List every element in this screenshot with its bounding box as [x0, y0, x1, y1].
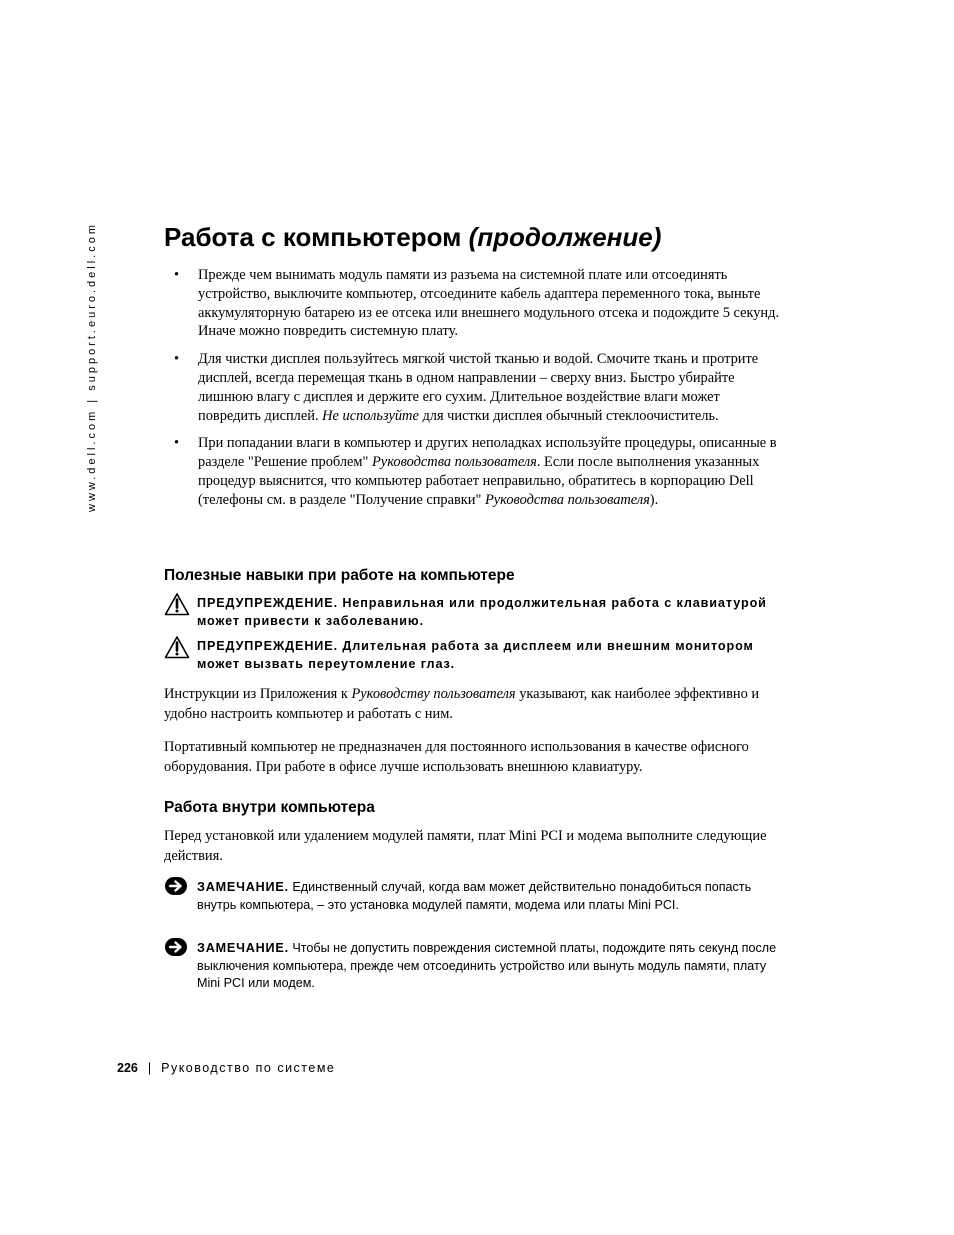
bullet-emphasis: Руководства пользователя: [372, 454, 537, 471]
page-footer: [117, 1061, 335, 1075]
page-number: 226: [117, 1061, 138, 1075]
notice-text: [197, 940, 777, 993]
title-main: Работа с компьютером: [164, 222, 469, 252]
bullet-emphasis: Не используйте: [322, 407, 419, 424]
paragraph-text: Инструкции из Приложения к: [164, 686, 352, 702]
notice-arrow-icon: [164, 937, 188, 957]
footer-separator: |: [147, 1061, 152, 1075]
section-heading-ergonomics: Полезные навыки при работе на компьютере: [164, 567, 515, 584]
notice-arrow-icon: [164, 876, 188, 896]
bullet-text: Прежде чем вынимать модуль памяти из разъема на системной плате или отсоединять устройство, выключите компьютер, отсоедините кабель адаптера переменного тока, выньте аккумуляторную батарею из ее отсека или внешнего модульного отсека и подождите 5 секунд. Иначе можно повредить системную плату.: [198, 267, 780, 340]
bullet-text: . Если после выполнения указанных процедур выяснится, что компьютер работает неправильно, обратитесь в корпорацию Dell (телефоны см. в разделе "Получение справки": [198, 454, 760, 508]
footer-title: Руководство по системе: [161, 1061, 336, 1075]
notice-label: ЗАМЕЧАНИЕ.: [197, 880, 289, 894]
bullet-text: При попадании влаги в компьютер и других неполадках используйте процедуры, описанные в разделе "Решение проблем": [198, 435, 777, 471]
sidebar-url: www.dell.com | support.euro.dell.com: [86, 222, 98, 512]
warning-text: ПРЕДУПРЕЖДЕНИЕ. Длительная работа за дисплеем или внешним монитором может вызвать переутомление глаз.: [197, 639, 754, 671]
notice-body: Единственный случай, когда вам может действительно понадобиться попасть внутрь компьютера, – это установка модулей памяти, модема или платы Mini PCI.: [197, 880, 752, 912]
paragraph-emphasis: Руководству пользователя: [351, 686, 516, 702]
paragraph-text: указывают, как наиболее эффективно и удобно настроить компьютер и работать с ним.: [164, 686, 760, 722]
bullet-item: [170, 350, 780, 425]
warning-triangle-icon: [164, 592, 190, 616]
notice-body: Чтобы не допустить повреждения системной платы, подождите пять секунд после выключения компьютера, прежде чем отсоединить устройство или вынуть модуль памяти, плату Mini PCI или модем.: [197, 941, 777, 990]
notice-label: ЗАМЕЧАНИЕ.: [197, 941, 289, 955]
page-title: [164, 222, 661, 253]
notice-text: [197, 879, 777, 914]
bullet-text: ).: [649, 491, 659, 508]
paragraph: Портативный компьютер не предназначен для постоянного использования в качестве офисного оборудования. При работе в офисе лучше использовать внешнюю клавиатуру.: [164, 739, 749, 775]
title-continued: (продолжение): [468, 222, 662, 252]
bullet-item: [170, 434, 780, 509]
warning-text: ПРЕДУПРЕЖДЕНИЕ. Неправильная или продолжительная работа с клавиатурой может привести к заболеванию.: [197, 596, 767, 628]
bullet-text: для чистки дисплея обычный стеклоочиститель.: [418, 407, 719, 424]
bullet-item: [170, 266, 780, 341]
paragraph: Перед установкой или удалением модулей памяти, плат Mini PCI и модема выполните следующие действия.: [164, 828, 767, 864]
bullet-emphasis: Руководства пользователя: [484, 491, 650, 508]
bullet-text: Для чистки дисплея пользуйтесь мягкой чистой тканью и водой. Смочите ткань и протрите дисплей, всегда перемещая ткань в одном направлении – сверху вниз. Быстро убирайте лишнюю влагу с дисплея и держите его сухим. Длительное воздействие влаги может повредить дисплей.: [198, 351, 759, 424]
warning-triangle-icon: [164, 635, 190, 659]
paragraph: [164, 684, 779, 724]
section-heading-inside: Работа внутри компьютера: [164, 799, 375, 816]
bullet-list: [170, 266, 780, 519]
